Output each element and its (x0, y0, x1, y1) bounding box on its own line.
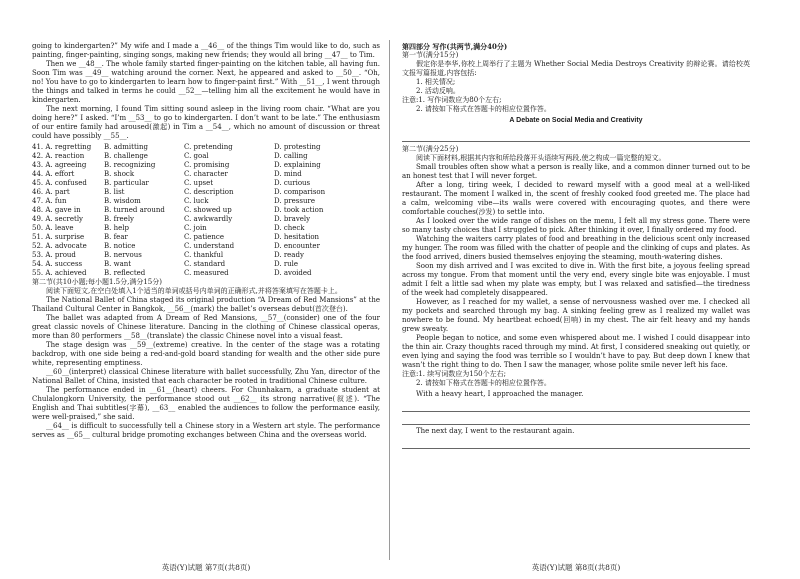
passage-line: The National Ballet of China staged its original production “A Dream of Red Mansions” at the Thailand Cultural Center in Bangkok, __56__(mark) the ballet’s overseas debut(首次登台). (32, 296, 380, 313)
option: C. awkwardly (184, 215, 233, 223)
option: B. admitting (104, 143, 148, 151)
page-footer: 英语(Y)试题 第8页(共8页) (531, 563, 621, 572)
task-line: 2. 请按如下格式在答题卡的相应位置作答。 (416, 105, 551, 113)
option: C. showed up (184, 206, 232, 214)
option: 45. A. confused (32, 179, 87, 187)
option: B. list (104, 188, 125, 196)
option: D. mind (274, 170, 302, 178)
story-line: As I looked over the wide range of dishes on the menu, I felt all my stress gone. There were so many tasty choices that I struggled to pick. After thinking it over, I finally ordered my food. (402, 217, 750, 234)
story-line: Watching the waiters carry plates of food and breathing in the delicious scent only increased my hunger. The room was filled with the chatter of people and the clinking of cups and plates. As the food arrived, diners busied themselves enjoying the steaming, mouth-watering dishes. (402, 235, 750, 261)
task-line: 假定你是李华,你校上周举行了主题为 Whether Social Media Destroys Creativity 的辩论赛。请给校英文报写篇报道,内容包括: (402, 60, 750, 77)
section-header: 第一节(满分15分) (402, 51, 459, 59)
option: 53. A. proud (32, 251, 76, 259)
story-line: Small troubles often show what a person is really like, and a common dinner turned out to be an honest test that I will never forget. (402, 163, 750, 180)
option: C. character (184, 170, 228, 178)
section-header: 第二节(满分25分) (402, 145, 459, 153)
option: D. check (274, 224, 305, 232)
section-header: 第二节(共10小题;每小题1.5分,满分15分) (32, 278, 162, 286)
option: D. explaining (274, 161, 321, 169)
option: B. want (104, 260, 132, 268)
option: 46. A. part (32, 188, 70, 196)
page-footer: 英语(Y)试题 第7页(共8页) (161, 563, 251, 572)
right-column (402, 42, 750, 449)
passage-line: __64__ is difficult to successfully tell a Chinese story in a Western art style. The performance serves as __65__ cultural bridge promoting exchanges between China and the overseas world. (32, 422, 380, 439)
option: C. understand (184, 242, 235, 250)
option: C. patience (184, 233, 224, 241)
option: B. challenge (104, 152, 148, 160)
part-header: 第四部分 写作(共两节,满分40分) (402, 42, 508, 51)
writing-line[interactable] (402, 129, 750, 142)
option: 54. A. success (32, 260, 83, 268)
continuation-start: The next day, I went to the restaurant again. (416, 427, 575, 435)
options-table (32, 143, 380, 278)
section-instructions: 阅读下面材料,根据其内容和所给段落开头语续写两段,使之构成一篇完整的短文。 (416, 154, 666, 162)
option: D. protesting (274, 143, 321, 151)
option: C. upset (184, 179, 214, 187)
option: 52. A. advocate (32, 242, 87, 250)
essay-title: A Debate on Social Media and Creativity (509, 117, 643, 124)
option: C. description (184, 188, 234, 196)
option: B. shock (104, 170, 135, 178)
option: C. standard (184, 260, 226, 268)
passage-line: Then we __48__. The whole family started finger-painting on the kitchen table, all having fun. Soon Tim was __49__ watching around the corner. Next, he appeared and asked to __50__. “Oh, no! You have to go to kindergarten to learn how to finger-paint first.” With __51__, I went through the things and talked in terms he could __52__—telling him all the excitement he would have in kindergarten. (32, 60, 380, 104)
option: B. freely (104, 215, 135, 223)
writing-line[interactable] (402, 399, 750, 412)
option: B. particular (104, 179, 149, 187)
passage-line: The stage design was __59__(extreme) creative. In the center of the stage was a rotating backdrop, with one side being a red-and-gold board standing for wealth and the other side pure white, representing emptiness. (32, 341, 380, 367)
option: 41. A. regretting (32, 143, 92, 151)
option: 50. A. leave (32, 224, 74, 232)
option: D. bravely (274, 215, 311, 223)
passage-line: The next morning, I found Tim sitting sound asleep in the living room chair. “What are you doing here?” I asked. “I’m __53__ to go to kindergarten. I don’t want to be late.” The enthusiasm of our entire family had aroused(激起) in Tim a __54__, which no amount of discussion or threat could have possibly __55__. (32, 105, 380, 140)
option: 55. A. achieved (32, 269, 87, 277)
column-divider (389, 40, 390, 560)
option: D. took action (274, 206, 324, 214)
option: B. notice (104, 242, 136, 250)
passage-line: __60__(interpret) classical Chinese literature with ballet successfully, Zhu Yan, director of the National Ballet of China, insisted that each character be rooted in traditional Chinese culture. (32, 368, 380, 385)
option: B. fear (104, 233, 128, 241)
option: C. join (184, 224, 207, 232)
story-line: People began to notice, and some even whispered about me. I wished I could disappear into the thin air. Crazy thoughts raced through my mind. At first, I considered sneaking out quietly, or even lying and saying the food was terrible so I wouldn’t have to pay. But deep down I knew that wasn’t the right thing to do. Then I saw the manager, whose polite smile never left his face. (402, 334, 750, 369)
option: B. reflected (104, 269, 146, 277)
option: C. pretending (184, 143, 233, 151)
left-column (32, 42, 380, 440)
note-line: 2. 请按如下格式在答题卡的相应位置作答。 (416, 379, 551, 387)
passage-line: The performance ended in __61__(heart) cheers. For Chunhakarn, a graduate student at Chulalongkorn University, the performance stood out __62__ its strong narrative(叙述). “The English and Thai subtitles(字幕), __63__ enabled the audiences to follow the performance easily, were well-praised,” she said. (32, 386, 380, 421)
continuation-start: With a heavy heart, I approached the manager. (416, 390, 584, 398)
story-line: However, as I reached for my wallet, a sense of nervousness washed over me. I checked all my pockets and searched through my bag. A sinking feeling grew as I realized my wallet was nowhere to be found. My heartbeat echoed(回响) in my chest. The air felt heavy and my hands grew sweaty. (402, 298, 750, 333)
option: 43. A. agreeing (32, 161, 87, 169)
option: D. avoided (274, 269, 312, 277)
option: D. pressure (274, 197, 315, 205)
option: B. recognizing (104, 161, 156, 169)
section-instructions: 阅读下面短文,在空白处填入1个适当的单词或括号内单词的正确形式,并将答案填写在答题卡上。 (46, 287, 342, 295)
option: D. rule (274, 260, 299, 268)
option: D. hesitation (274, 233, 320, 241)
option: C. thankful (184, 251, 224, 259)
option: D. calling (274, 152, 308, 160)
option: B. help (104, 224, 129, 232)
option: B. turned around (104, 206, 165, 214)
option: 49. A. secretly (32, 215, 84, 223)
option: C. goal (184, 152, 209, 160)
story-line: After a long, tiring week, I decided to reward myself with a good meal at a well-liked restaurant. The moment I walked in, the scent of freshly cooked food greeted me. The place had a calm, welcoming vibe—its walls were covered with encouraging quotes, and there were comfortable couches(沙发) to settle into. (402, 181, 750, 216)
writing-line[interactable] (402, 436, 750, 449)
option: C. promising (184, 161, 230, 169)
option: C. luck (184, 197, 209, 205)
task-line: 2. 活动反响。 (416, 87, 460, 95)
option: 48. A. gave in (32, 206, 81, 214)
option: B. wisdom (104, 197, 141, 205)
option: D. curious (274, 179, 311, 187)
option: 47. A. fun (32, 197, 67, 205)
note-line: 注意:1. 续写词数应为150个左右; (402, 370, 506, 378)
option: 51. A. surprise (32, 233, 85, 241)
passage-line: going to kindergarten?” My wife and I made a __46__ of the things Tim would like to do, such as painting, finger-painting, singing songs, making new friends; they would all bring __47__ to Tim. (32, 42, 380, 59)
option: C. measured (184, 269, 229, 277)
option: D. ready (274, 251, 304, 259)
task-line: 1. 相关情况; (416, 78, 456, 86)
writing-line[interactable] (402, 412, 750, 425)
option: D. encounter (274, 242, 320, 250)
option: B. nervous (104, 251, 142, 259)
story-line: Soon my dish arrived and I was excited to dive in. With the first bite, a joyous feeling spread across my tongue. From that moment until the very end, every single bite was enjoyable. I must admit I felt a little sad when my plate was empty, but I was relaxed and satisfied—the tiredness of the week had completely disappeared. (402, 262, 750, 297)
option: 44. A. effort (32, 170, 75, 178)
option: 42. A. reaction (32, 152, 85, 160)
passage-line: The ballet was adapted from A Dream of Red Mansions, __57__(consider) one of the four great classic novels of Chinese literature. Dancing in the clothing of Chinese classical operas, more than 80 performers __58__(translate) the classic Chinese novel into a visual feast. (32, 314, 380, 340)
option: D. comparison (274, 188, 326, 196)
task-line: 注意:1. 写作词数应为80个左右; (402, 96, 502, 104)
